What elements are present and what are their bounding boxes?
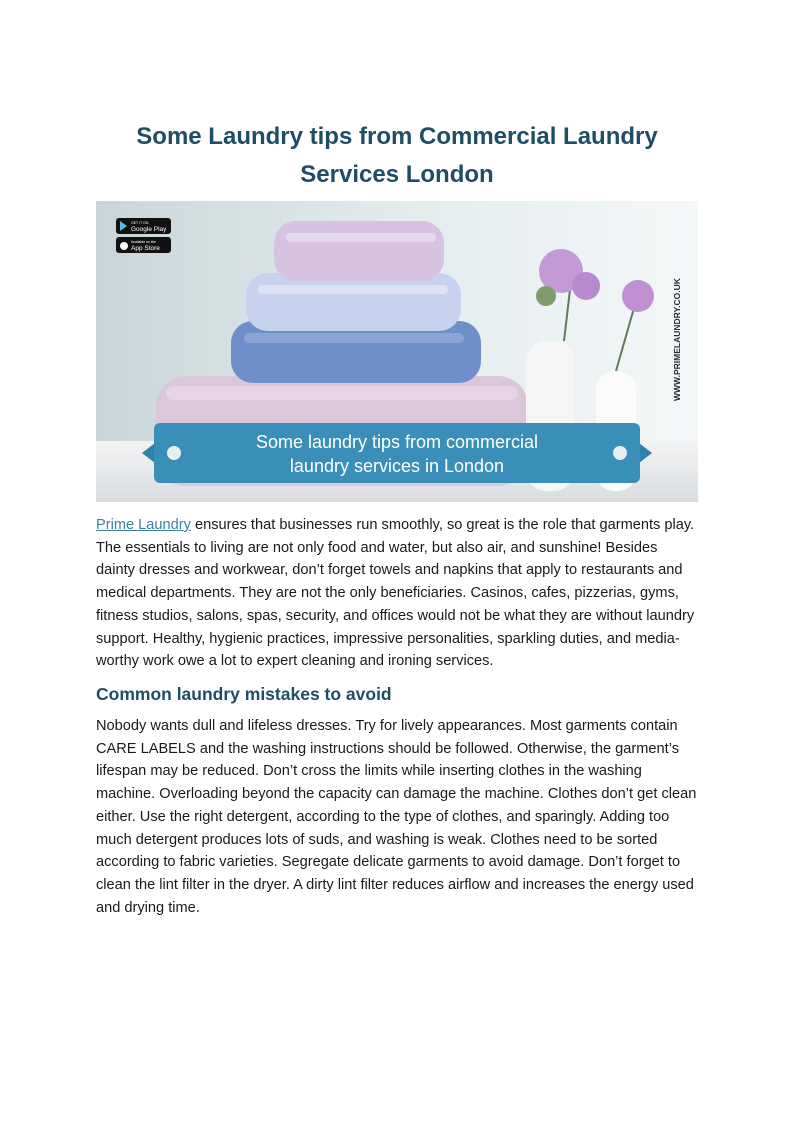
section-paragraph: Nobody wants dull and lifeless dresses. Try for lively appearances. Most garments contain CARE LABELS and the washing instructions should be followed. Otherwise, the garment’s lifespan may be reduced. Don’t cross the limits while inserting clothes in the washing machine. Overloading beyond the capacity can damage the machine. Clothes don’t get clean either. Use the right detergent, according to the type of clothes, and sparingly. Adding too much detergent produces lots of suds, and washing is weak. Clothes need to be sorted according to fabric varieties. Segregate delicate garments to avoid damage. Don’t forget to clean the lint filter in the dryer. A dirty lint filter reduces airflow and increases the energy used and drying time. xyxy=(96,718,697,916)
banner-line-1: Some laundry tips from commercial xyxy=(255,432,539,452)
google-play-small-text: GET IT ON xyxy=(131,221,149,225)
prime-laundry-link[interactable]: Prime Laundry xyxy=(96,517,191,533)
banner-line-2: laundry services in London xyxy=(289,456,505,476)
section-heading: Common laundry mistakes to avoid xyxy=(96,684,392,704)
app-store-label: App Store xyxy=(131,245,160,252)
app-store-small-text: Available on the xyxy=(131,240,156,244)
towels-illustration xyxy=(96,201,698,502)
page-title: Some Laundry tips from Commercial Laundry Services London xyxy=(136,123,658,188)
hero-image xyxy=(96,201,698,502)
app-store-badge[interactable] xyxy=(116,237,171,253)
google-play-label: Google Play xyxy=(131,226,167,233)
google-play-badge[interactable] xyxy=(116,218,171,234)
apple-icon xyxy=(120,242,128,250)
intro-text: ensures that businesses run smoothly, so great is the role that garments play. The essentials to living are not only food and water, but also air, and sunshine! Besides dainty dresses and workwear, don’t forget towels and napkins that apply to restaurants and medical departments. They are not the only beneficiaries. Casinos, cafes, pizzerias, gyms, fitness studios, salons, spas, security, and offices would not be what they are without laundry support. Healthy, hygienic practices, impressive personalities, sparkling duties, and media-worthy work owe a lot to expert cleaning and ironing services. xyxy=(96,517,695,670)
intro-paragraph xyxy=(96,514,700,673)
website-vertical-text: WWW.PRIMELAUNDRY.CO.UK xyxy=(672,278,682,401)
